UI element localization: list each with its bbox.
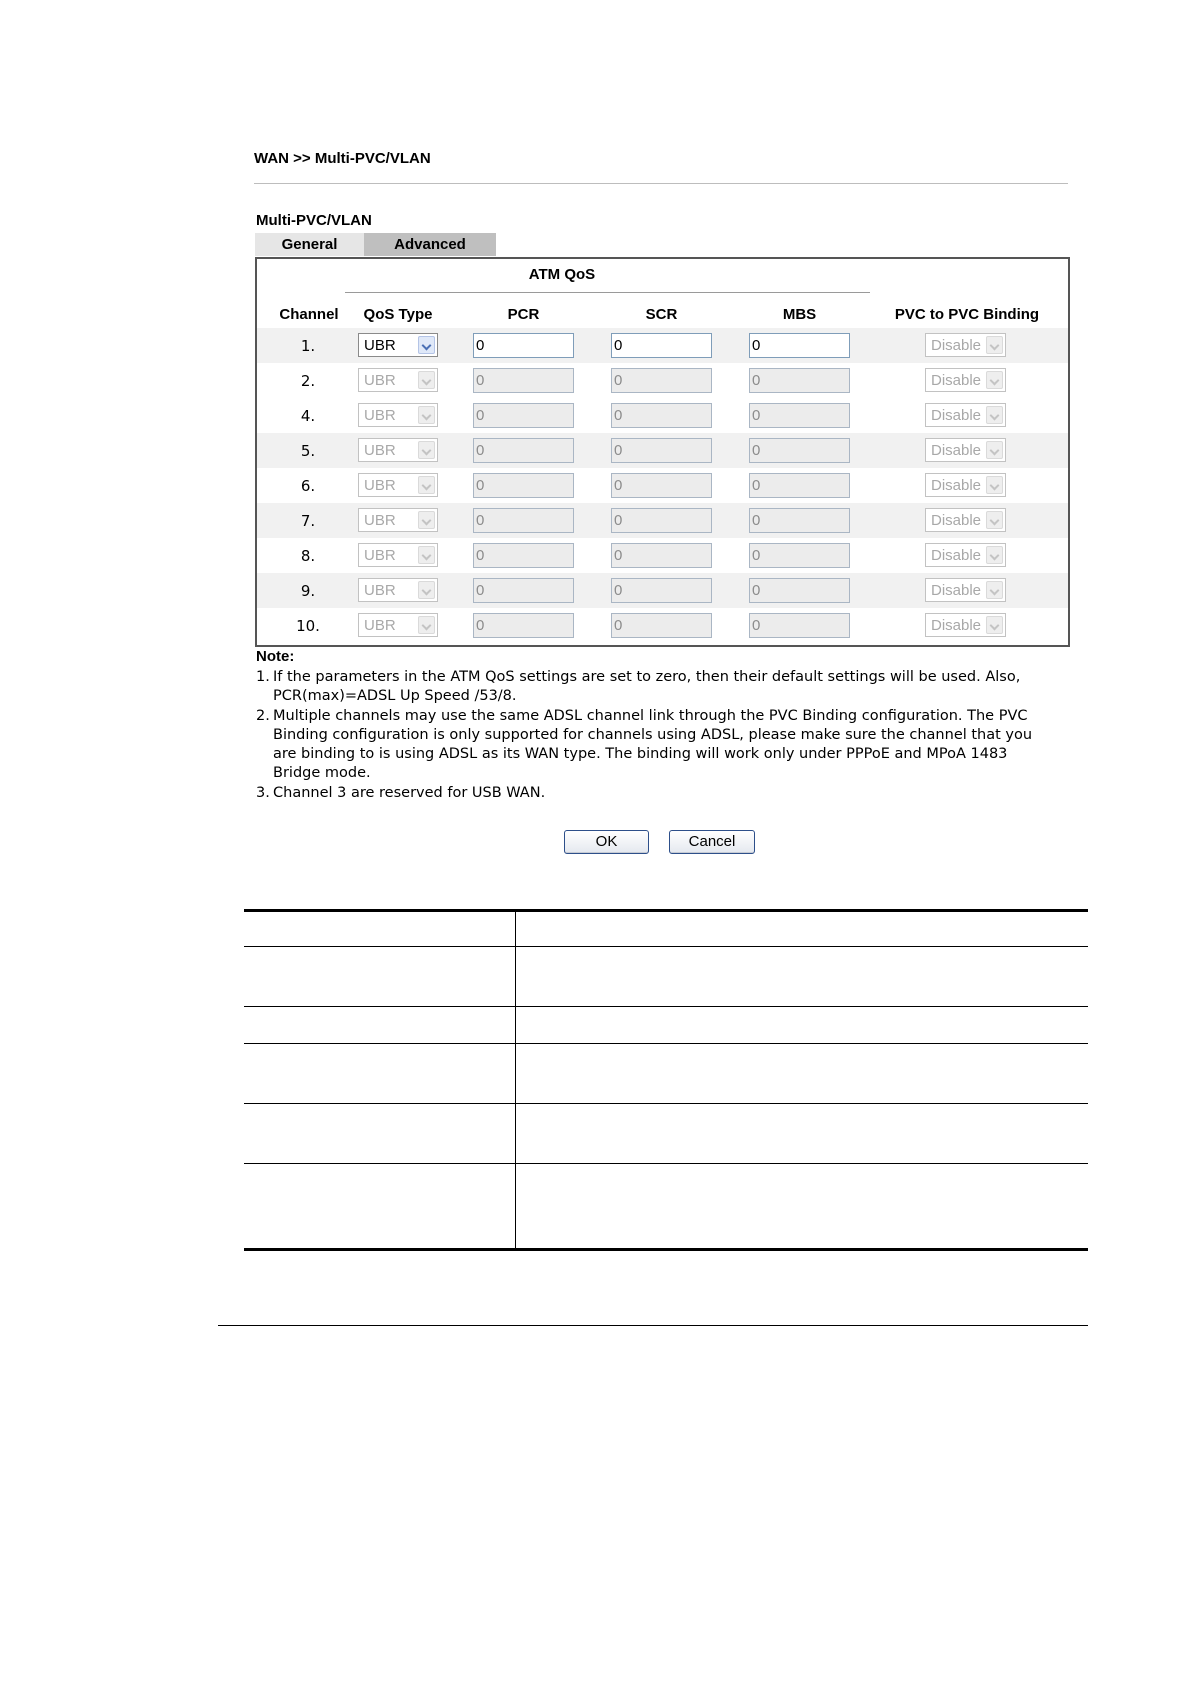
table-column-divider: [515, 909, 516, 1251]
footer-divider: [218, 1325, 1088, 1326]
table-rule: [244, 1163, 1088, 1164]
tab-general[interactable]: General: [255, 233, 364, 256]
pcr-input[interactable]: 0: [473, 613, 574, 638]
chevron-down-icon: [986, 616, 1003, 634]
table-rule: [244, 946, 1088, 947]
mbs-input[interactable]: 0: [749, 438, 850, 463]
pvc-binding-select[interactable]: Disable: [925, 543, 1006, 567]
chevron-down-icon: [418, 616, 435, 634]
qos-type-select[interactable]: UBR: [358, 578, 438, 602]
chevron-down-icon: [418, 371, 435, 389]
pcr-input[interactable]: 0: [473, 473, 574, 498]
note-text: If the parameters in the ATM QoS settings are set to zero, then their default settings will be used. Also, PCR(max)=ADSL Up Speed /53/8.: [273, 669, 1021, 704]
scr-input[interactable]: 0: [611, 508, 712, 533]
scr-input[interactable]: 0: [611, 403, 712, 428]
scr-input[interactable]: 0: [611, 333, 712, 358]
pcr-input[interactable]: 0: [473, 368, 574, 393]
chevron-down-icon: [418, 336, 435, 354]
qos-type-select[interactable]: UBR: [358, 613, 438, 637]
note-text: Multiple channels may use the same ADSL channel link through the PVC Binding configuration. The PVC Binding configuration is only supported for channels using ADSL, please make sure the channel that you are binding to is using ADSL as its WAN type. The binding will work only under PPPoE and MPoA 1483 Bridge mode.: [273, 708, 1033, 781]
pvc-binding-select[interactable]: Disable: [925, 473, 1006, 497]
tab-advanced[interactable]: Advanced: [364, 233, 496, 256]
chevron-down-icon: [418, 546, 435, 564]
col-header-scr: SCR: [645, 306, 678, 323]
header-divider: [254, 183, 1068, 184]
chevron-down-icon: [986, 406, 1003, 424]
scr-input[interactable]: 0: [611, 613, 712, 638]
mbs-input[interactable]: 0: [749, 508, 850, 533]
scr-input[interactable]: 0: [611, 438, 712, 463]
channel-number: 2.: [300, 372, 316, 390]
mbs-input[interactable]: 0: [749, 403, 850, 428]
note-item: [256, 668, 1056, 706]
scr-input[interactable]: 0: [611, 543, 712, 568]
col-header-mbs: MBS: [782, 306, 817, 323]
section-title: Multi-PVC/VLAN: [256, 212, 372, 229]
atm-qos-panel: [255, 257, 1070, 647]
pcr-input[interactable]: 0: [473, 543, 574, 568]
chevron-down-icon: [986, 371, 1003, 389]
chevron-down-icon: [418, 406, 435, 424]
table-row: [257, 398, 1068, 433]
channel-number: 8.: [300, 547, 316, 565]
pcr-input[interactable]: 0: [473, 508, 574, 533]
cancel-button[interactable]: Cancel: [669, 830, 755, 854]
chevron-down-icon: [986, 581, 1003, 599]
breadcrumb: WAN >> Multi-PVC/VLAN: [254, 150, 431, 167]
col-header-channel: Channel: [279, 306, 339, 323]
atm-qos-underline: [345, 292, 870, 293]
qos-type-select[interactable]: UBR: [358, 403, 438, 427]
ok-button[interactable]: OK: [564, 830, 649, 854]
mbs-input[interactable]: 0: [749, 578, 850, 603]
table-row: [257, 538, 1068, 573]
qos-type-select[interactable]: UBR: [358, 368, 438, 392]
pcr-input[interactable]: 0: [473, 403, 574, 428]
mbs-input[interactable]: 0: [749, 473, 850, 498]
col-header-qos-type: QoS Type: [363, 306, 433, 323]
note-title: Note:: [256, 648, 295, 665]
mbs-input[interactable]: 0: [749, 368, 850, 393]
qos-type-select[interactable]: UBR: [358, 473, 438, 497]
chevron-down-icon: [418, 476, 435, 494]
mbs-input[interactable]: 0: [749, 613, 850, 638]
qos-type-select[interactable]: UBR: [358, 543, 438, 567]
table-row: [257, 608, 1068, 643]
channel-number: 5.: [300, 442, 316, 460]
chevron-down-icon: [418, 511, 435, 529]
table-row: [257, 503, 1068, 538]
table-row: [257, 363, 1068, 398]
scr-input[interactable]: 0: [611, 368, 712, 393]
pvc-binding-select[interactable]: Disable: [925, 508, 1006, 532]
table-rule: [244, 909, 1088, 912]
pvc-binding-select[interactable]: Disable: [925, 368, 1006, 392]
pvc-binding-select[interactable]: Disable: [925, 613, 1006, 637]
chevron-down-icon: [418, 441, 435, 459]
chevron-down-icon: [986, 476, 1003, 494]
channel-number: 9.: [300, 582, 316, 600]
table-rule: [244, 1103, 1088, 1104]
mbs-input[interactable]: 0: [749, 543, 850, 568]
channel-number: 1.: [300, 337, 316, 355]
channel-number: 10.: [296, 617, 320, 635]
pcr-input[interactable]: 0: [473, 578, 574, 603]
table-rule: [244, 1248, 1088, 1251]
qos-type-select[interactable]: UBR: [358, 333, 438, 357]
scr-input[interactable]: 0: [611, 578, 712, 603]
scr-input[interactable]: 0: [611, 473, 712, 498]
note-text: Channel 3 are reserved for USB WAN.: [273, 785, 546, 801]
channel-number: 6.: [300, 477, 316, 495]
table-row: [257, 433, 1068, 468]
chevron-down-icon: [986, 441, 1003, 459]
pvc-binding-select[interactable]: Disable: [925, 438, 1006, 462]
note-item: [256, 784, 1056, 803]
col-header-pcr: PCR: [507, 306, 540, 323]
mbs-input[interactable]: 0: [749, 333, 850, 358]
chevron-down-icon: [986, 511, 1003, 529]
channel-number: 4.: [300, 407, 316, 425]
note-item: [256, 707, 1056, 783]
channel-number: 7.: [300, 512, 316, 530]
table-row: [257, 573, 1068, 608]
qos-type-select[interactable]: UBR: [358, 508, 438, 532]
atm-qos-header: ATM QoS: [528, 266, 596, 283]
note-number: 1.: [256, 669, 270, 685]
pvc-binding-select[interactable]: Disable: [925, 578, 1006, 602]
qos-type-select[interactable]: UBR: [358, 438, 438, 462]
pvc-binding-select[interactable]: Disable: [925, 403, 1006, 427]
table-rule: [244, 1043, 1088, 1044]
reference-table: [244, 909, 1088, 1251]
col-header-pvc-binding: PVC to PVC Binding: [894, 306, 1040, 323]
table-row: [257, 468, 1068, 503]
pcr-input[interactable]: 0: [473, 333, 574, 358]
note-number: 2.: [256, 708, 270, 724]
pcr-input[interactable]: 0: [473, 438, 574, 463]
table-rule: [244, 1006, 1088, 1007]
note-number: 3.: [256, 785, 270, 801]
table-row: [257, 328, 1068, 363]
chevron-down-icon: [418, 581, 435, 599]
chevron-down-icon: [986, 546, 1003, 564]
chevron-down-icon: [986, 336, 1003, 354]
pvc-binding-select[interactable]: Disable: [925, 333, 1006, 357]
